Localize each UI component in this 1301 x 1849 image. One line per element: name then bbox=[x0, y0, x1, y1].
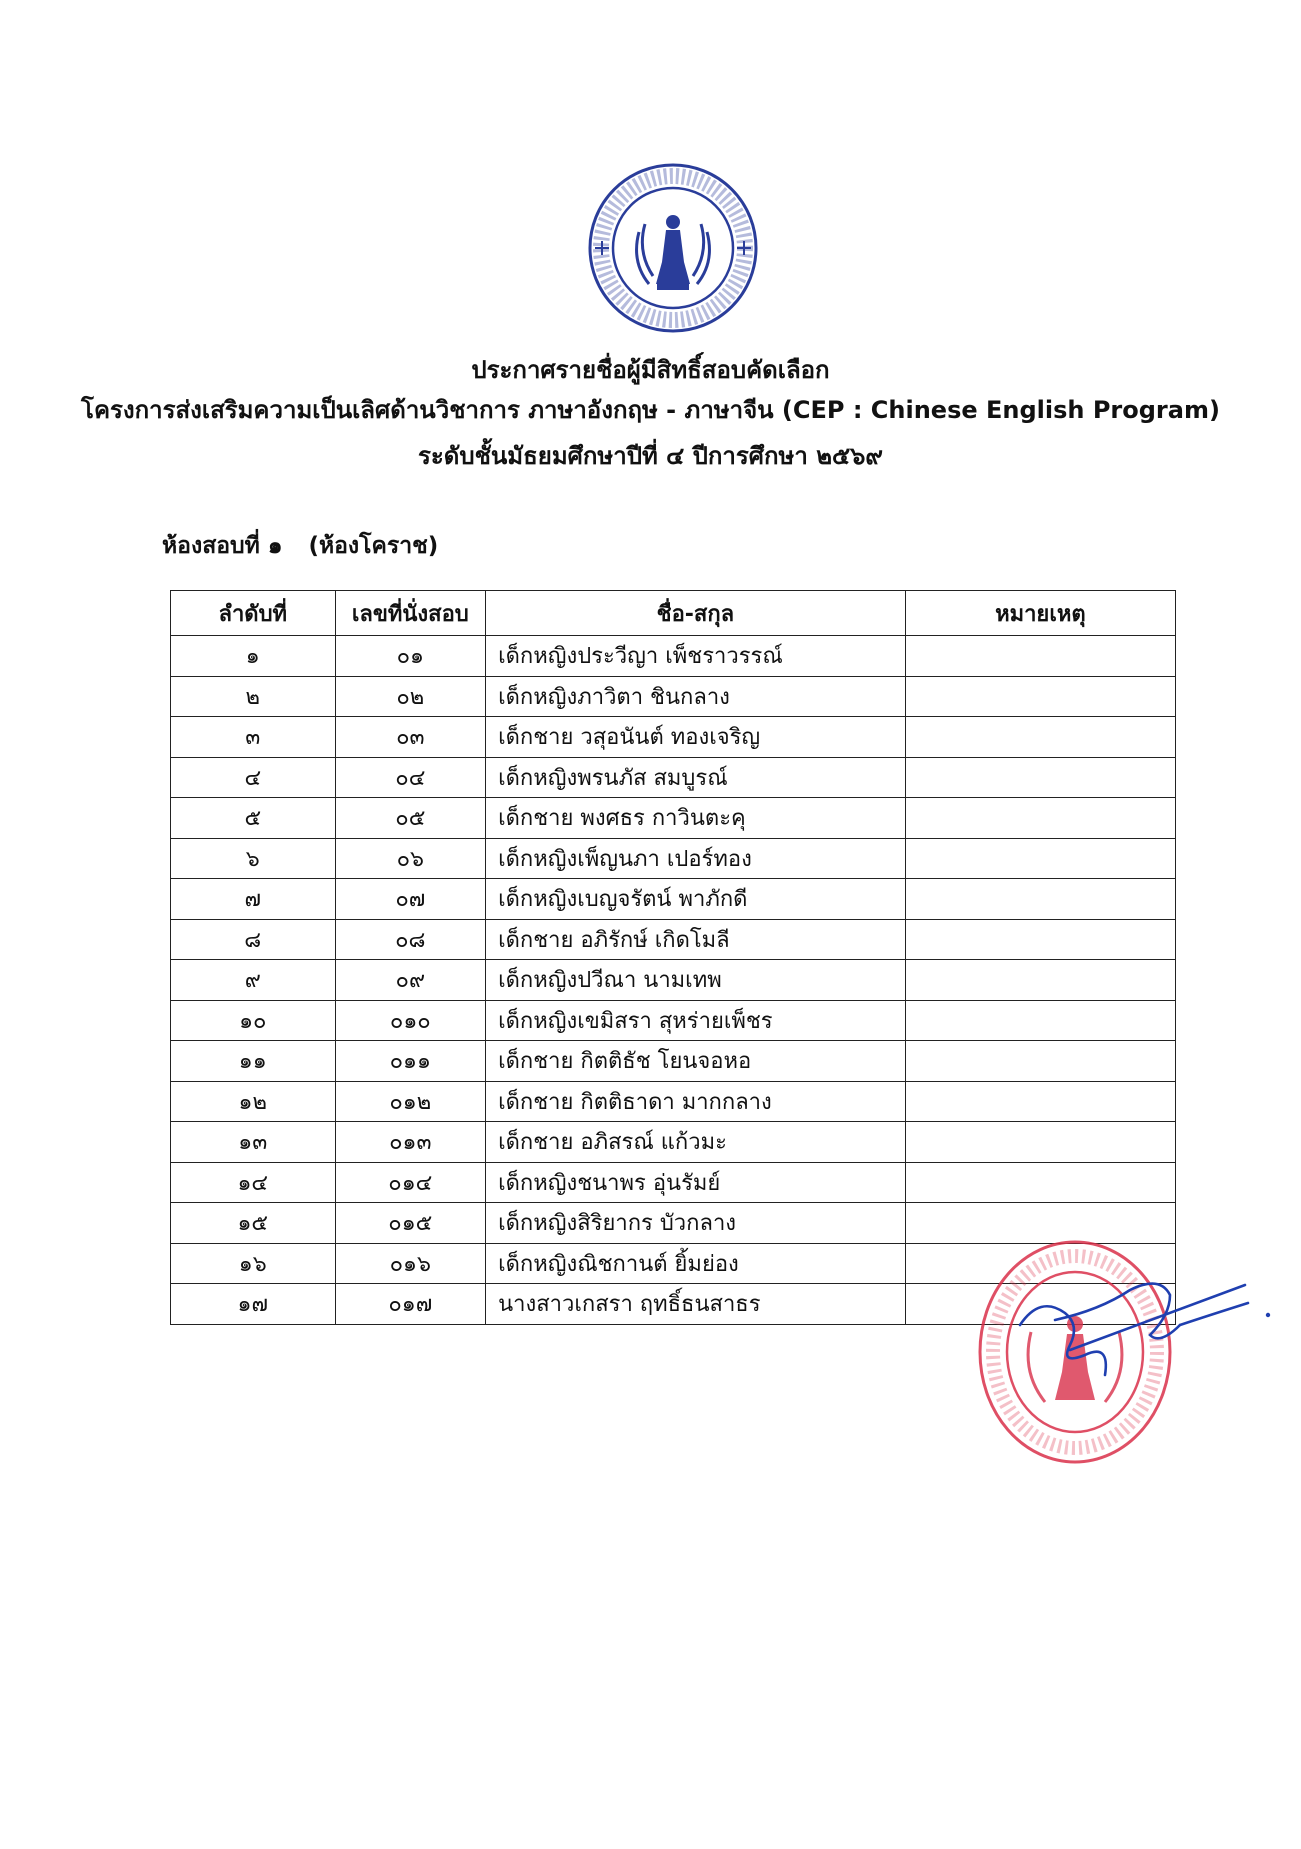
col-header-seat: เลขที่นั่งสอบ bbox=[335, 591, 486, 636]
row-order-cell: ๑๑ bbox=[171, 1041, 336, 1082]
table-row bbox=[171, 960, 1176, 1001]
row-name-cell: เด็กชาย อภิรักษ์ เกิดโมลี bbox=[486, 919, 906, 960]
row-seat-cell: ๐๑๖ bbox=[335, 1243, 486, 1284]
exam-room-heading bbox=[162, 528, 438, 564]
exam-room-name: (ห้องโคราช) bbox=[308, 533, 439, 559]
row-order-cell: ๖ bbox=[171, 838, 336, 879]
row-seat-cell: ๐๑๗ bbox=[335, 1284, 486, 1325]
row-note-cell bbox=[905, 798, 1175, 839]
program-title: โครงการส่งเสริมความเป็นเลิศด้านวิชาการ ภาษาอังกฤษ - ภาษาจีน (CEP : Chinese English Program) bbox=[81, 396, 1220, 424]
row-order-cell: ๑๖ bbox=[171, 1243, 336, 1284]
row-note-cell bbox=[905, 1041, 1175, 1082]
row-order-cell: ๕ bbox=[171, 798, 336, 839]
row-order-cell: ๑๓ bbox=[171, 1122, 336, 1163]
row-note-cell bbox=[905, 1081, 1175, 1122]
row-order-cell: ๑๒ bbox=[171, 1081, 336, 1122]
row-order-cell: ๑๔ bbox=[171, 1162, 336, 1203]
row-seat-cell: ๐๑๑ bbox=[335, 1041, 486, 1082]
row-order-cell: ๘ bbox=[171, 919, 336, 960]
col-header-order: ลำดับที่ bbox=[171, 591, 336, 636]
row-order-cell: ๔ bbox=[171, 757, 336, 798]
row-seat-cell: ๐๔ bbox=[335, 757, 486, 798]
row-note-cell bbox=[905, 838, 1175, 879]
row-name-cell: นางสาวเกสรา ฤทธิ์ธนสาธร bbox=[486, 1284, 906, 1325]
row-note-cell bbox=[905, 636, 1175, 677]
row-order-cell: ๗ bbox=[171, 879, 336, 920]
table-row bbox=[171, 1122, 1176, 1163]
row-name-cell: เด็กชาย กิตติธาดา มากกลาง bbox=[486, 1081, 906, 1122]
candidate-table bbox=[170, 590, 1176, 1325]
row-order-cell: ๙ bbox=[171, 960, 336, 1001]
row-seat-cell: ๐๒ bbox=[335, 676, 486, 717]
row-name-cell: เด็กหญิงเพ็ญนภา เปอร์ทอง bbox=[486, 838, 906, 879]
row-seat-cell: ๐๑ bbox=[335, 636, 486, 677]
row-note-cell bbox=[905, 717, 1175, 758]
signature bbox=[1010, 1255, 1280, 1395]
row-name-cell: เด็กหญิงเขมิสรา สุหร่ายเพ็ชร bbox=[486, 1000, 906, 1041]
table-row bbox=[171, 838, 1176, 879]
row-seat-cell: ๐๘ bbox=[335, 919, 486, 960]
table-row bbox=[171, 636, 1176, 677]
row-order-cell: ๑๕ bbox=[171, 1203, 336, 1244]
row-name-cell: เด็กหญิงชนาพร อุ่นรัมย์ bbox=[486, 1162, 906, 1203]
row-note-cell bbox=[905, 879, 1175, 920]
row-name-cell: เด็กชาย กิตติธัช โยนจอหอ bbox=[486, 1041, 906, 1082]
row-note-cell bbox=[905, 919, 1175, 960]
announcement-title: ประกาศรายชื่อผู้มีสิทธิ์สอบคัดเลือก bbox=[471, 356, 830, 384]
table-header-row bbox=[171, 591, 1176, 636]
col-header-name: ชื่อ-สกุล bbox=[486, 591, 906, 636]
row-order-cell: ๒ bbox=[171, 676, 336, 717]
row-name-cell: เด็กหญิงประวีญา เพ็ชราวรรณ์ bbox=[486, 636, 906, 677]
row-order-cell: ๑ bbox=[171, 636, 336, 677]
table-row bbox=[171, 1041, 1176, 1082]
table-row bbox=[171, 1081, 1176, 1122]
row-seat-cell: ๐๙ bbox=[335, 960, 486, 1001]
row-note-cell bbox=[905, 1000, 1175, 1041]
row-order-cell: ๑๐ bbox=[171, 1000, 336, 1041]
row-seat-cell: ๐๑๒ bbox=[335, 1081, 486, 1122]
table-row bbox=[171, 1162, 1176, 1203]
row-order-cell: ๑๗ bbox=[171, 1284, 336, 1325]
row-seat-cell: ๐๗ bbox=[335, 879, 486, 920]
row-name-cell: เด็กชาย วสุอนันต์ ทองเจริญ bbox=[486, 717, 906, 758]
table-row bbox=[171, 717, 1176, 758]
row-seat-cell: ๐๓ bbox=[335, 717, 486, 758]
row-note-cell bbox=[905, 757, 1175, 798]
row-name-cell: เด็กชาย พงศธร กาวินตะคุ bbox=[486, 798, 906, 839]
row-name-cell: เด็กหญิงเบญจรัตน์ พาภักดี bbox=[486, 879, 906, 920]
table-row bbox=[171, 919, 1176, 960]
row-name-cell: เด็กหญิงปวีณา นามเทพ bbox=[486, 960, 906, 1001]
row-order-cell: ๓ bbox=[171, 717, 336, 758]
row-seat-cell: ๐๕ bbox=[335, 798, 486, 839]
col-header-note: หมายเหตุ bbox=[905, 591, 1175, 636]
row-name-cell: เด็กหญิงพรนภัส สมบูรณ์ bbox=[486, 757, 906, 798]
row-note-cell bbox=[905, 1122, 1175, 1163]
grade-year-title: ระดับชั้นมัธยมศึกษาปีที่ ๔ ปีการศึกษา ๒๕๖๙ bbox=[418, 442, 883, 470]
row-name-cell: เด็กหญิงภาวิตา ชินกลาง bbox=[486, 676, 906, 717]
row-seat-cell: ๐๑๕ bbox=[335, 1203, 486, 1244]
table-row bbox=[171, 1000, 1176, 1041]
exam-room-label: ห้องสอบที่ ๑ bbox=[162, 533, 283, 559]
row-seat-cell: ๐๑๓ bbox=[335, 1122, 486, 1163]
row-name-cell: เด็กหญิงณิชกานต์ ยิ้มย่อง bbox=[486, 1243, 906, 1284]
row-seat-cell: ๐๑๔ bbox=[335, 1162, 486, 1203]
row-note-cell bbox=[905, 960, 1175, 1001]
row-note-cell bbox=[905, 1162, 1175, 1203]
row-name-cell: เด็กหญิงสิริยากร บัวกลาง bbox=[486, 1203, 906, 1244]
row-seat-cell: ๐๑๐ bbox=[335, 1000, 486, 1041]
table-row bbox=[171, 879, 1176, 920]
row-note-cell bbox=[905, 676, 1175, 717]
table-row bbox=[171, 757, 1176, 798]
row-name-cell: เด็กชาย อภิสรณ์ แก้วมะ bbox=[486, 1122, 906, 1163]
row-seat-cell: ๐๖ bbox=[335, 838, 486, 879]
table-row bbox=[171, 676, 1176, 717]
table-row bbox=[171, 798, 1176, 839]
school-logo bbox=[587, 162, 759, 334]
